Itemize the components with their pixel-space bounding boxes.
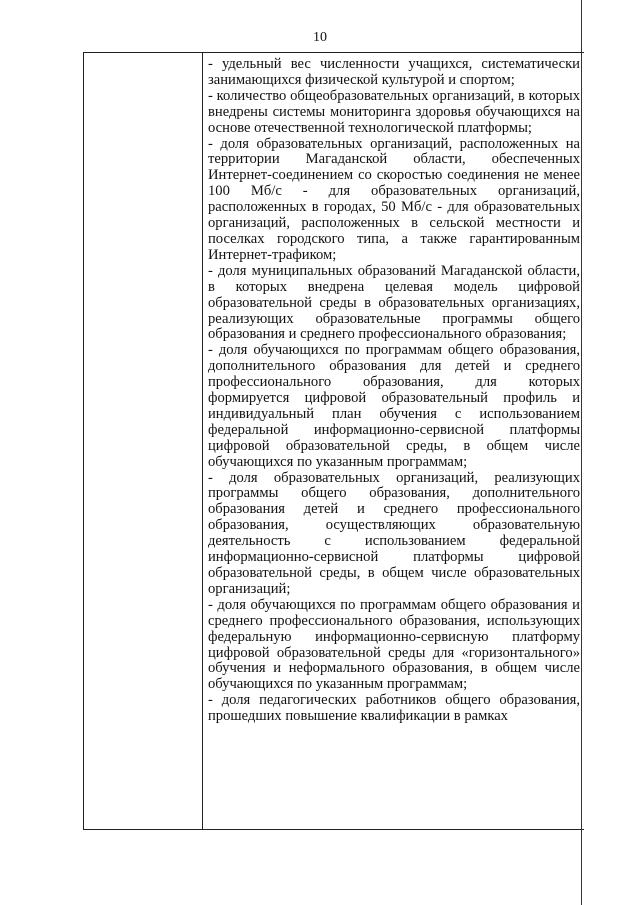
page-number: 10 [313,30,327,45]
indicator-item: - доля педагогических работников общего образования, прошедших повышение квалификации в рамках [208,692,580,725]
indicator-item: - доля обучающихся по программам общего образования и среднего профессионального образования, использующих федеральную информационно-сервисную платформу цифровой образовательной среды для «горизонтального» обучения и неформального образования, в общем числе обучающихся по указанным программам; [208,596,580,693]
indicators-table [83,52,584,830]
table-left-column [84,53,203,829]
table-right-column [208,57,580,725]
table-right-border [581,0,582,905]
indicator-item: - доля обучающихся по программам общего образования, дополнительного образования для детей и среднего профессионального образования, для которых формируется цифровой образовательный профиль и индивидуальный план обучения с использованием федеральной информационно-сервисной платформы цифровой образовательной среды, в общем числе обучающихся по указанным программам; [208,342,580,470]
indicator-item: - доля муниципальных образований Магаданской области, в которых внедрена целевая модель цифровой образовательной среды в образовательных организациях, реализующих образовательные программы общего образования и среднего профессионального образования; [208,262,580,343]
indicator-item: - доля образовательных организаций, реализующих программы общего образования, дополнительного образования детей и среднего профессионального образования, осуществляющих образовательную деятельность с использованием федеральной информационно-сервисной платформы цифровой образовательной среды, в общем числе образовательных организаций; [208,469,580,597]
indicator-item: - количество общеобразовательных организаций, в которых внедрены системы мониторинга здоровья обучающихся на основе отечественной технологической платформы; [208,87,580,136]
indicator-item: - доля образовательных организаций, расположенных на территории Магаданской области, обеспеченных Интернет-соединением со скоростью соединения не менее 100 Мб/с - для образовательных организаций, расположенных в городах, 50 Мб/с - для образовательных организаций, расположенных в сельской местности и поселках городского типа, а также гарантированным Интернет-трафиком; [208,135,580,263]
indicator-item: - удельный вес численности учащихся, систематически занимающихся физической культурой и спортом; [208,56,580,88]
